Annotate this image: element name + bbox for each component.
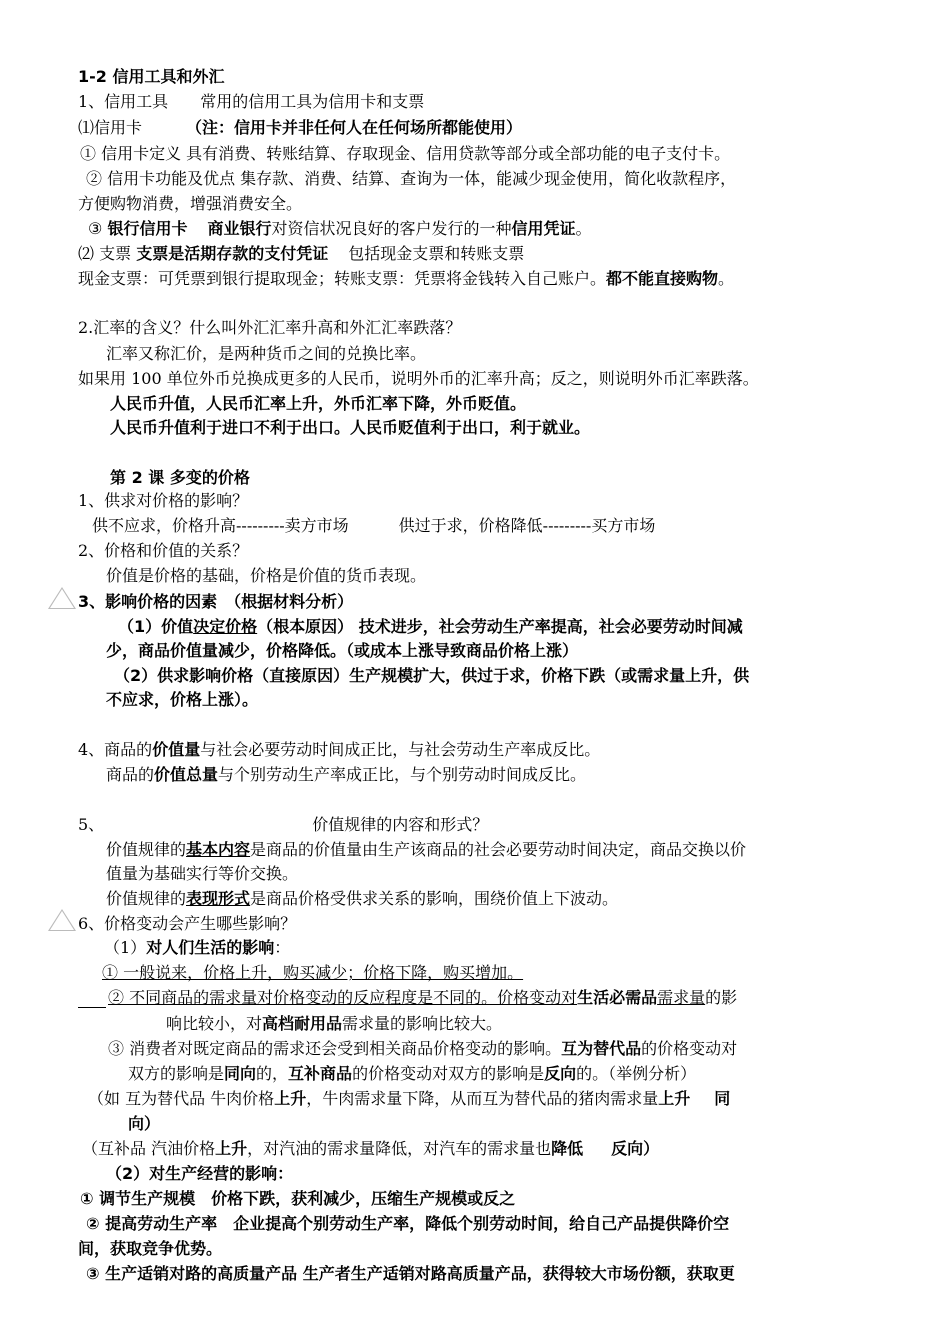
question-price-factors: 3、影响价格的因素 （根据材料分析） (78, 592, 354, 611)
bank-credit-card: ③ 银行信用卡 商业银行对资信状况良好的客户发行的一种信用凭证。 (88, 219, 592, 238)
example-substitutes-cont: 向） (128, 1114, 161, 1133)
commodity-total-value: 商品的价值总量与个别劳动生产率成正比，与个别劳动时间成反比。 (106, 765, 587, 784)
effect-life-3-cont: 双方的影响是同向的，互补商品的价格变动对双方的影响是反向的。（举例分析） (128, 1064, 697, 1083)
effect-life-2: ② 不同商品的需求量对价格变动的反应程度是不同的。价格变动对生活必需品需求量的影 (108, 988, 738, 1007)
value-law-content-cont: 值量为基础实行等价交换。 (106, 864, 299, 883)
section-heading-credit-forex: 1-2 信用工具和外汇 (78, 67, 225, 86)
example-complements: （互补品 汽油价格上升，对汽油的需求量降低，对汽车的需求量也降低 反向） (82, 1139, 660, 1158)
question-price-change-effects: 6、价格变动会产生哪些影响？ (78, 914, 297, 933)
value-law-form: 价值规律的表现形式是商品价格受供求关系的影响，围绕价值上下波动。 (106, 889, 619, 908)
production-1: ① 调节生产规模 价格下跌，获利减少，压缩生产规模或反之 (80, 1189, 516, 1208)
rmb-appreciation: 人民币升值，人民币汇率上升，外币汇率下降，外币贬值。 (110, 394, 527, 413)
commodity-value: 4、商品的价值量与社会必要劳动时间成正比，与社会劳动生产率成反比。 (78, 740, 601, 759)
credit-card-function-cont: 方便购物消费，增强消费安全。 (78, 194, 303, 213)
example-substitutes: （如 互为替代品 牛肉价格上升，牛肉需求量下降，从而互为替代品的猪肉需求量上升 同 (88, 1089, 731, 1108)
factor-value: （1）价值决定价格（根本原因） 技术进步，社会劳动生产率提高，社会必要劳动时间减 (118, 617, 743, 636)
factor-supply-demand: （2）供求影响价格（直接原因）生产规模扩大，供过于求，价格下跌（或需求量上升，供 (114, 666, 750, 685)
production-3: ③ 生产适销对路的高质量产品 生产者生产适销对路高质量产品，获得较大市场份额，获取更 (86, 1264, 735, 1283)
triangle-marker-icon (48, 587, 76, 609)
lesson-2-heading: 第 2 课 多变的价格 (110, 468, 250, 487)
question-value-law: 5、 价值规律的内容和形式？ (78, 815, 489, 834)
question-exchange-rate: 2.汇率的含义？什么叫外汇汇率升高和外汇汇率跌落？ (78, 318, 462, 337)
effect-life-1: ① 一般说来，价格上升，购买减少；价格下降，购买增加。 (102, 963, 524, 982)
production-2: ② 提高劳动生产率 企业提高个别劳动生产率，降低个别劳动时间，给自己产品提供降价空 (86, 1214, 730, 1233)
rmb-trade-effect: 人民币升值利于进口不利于出口。人民币贬值利于出口，利于就业。 (110, 418, 591, 437)
item-credit-card: ⑴信用卡 （注：信用卡并非任何人在任何场所都能使用） (78, 118, 523, 137)
exchange-rate-definition: 汇率又称汇价，是两种货币之间的兑换比率。 (106, 344, 427, 363)
effect-life-3: ③ 消费者对既定商品的需求还会受到相关商品价格变动的影响。互为替代品的价格变动对 (108, 1039, 738, 1058)
supply-demand-answer: 供不应求，价格升高---------卖方市场 供过于求，价格降低---------买方市场 (92, 516, 656, 535)
factor-supply-demand-cont: 不应求，价格上涨）。 (106, 690, 259, 709)
effect-on-production: （2）对生产经营的影响： (106, 1164, 294, 1183)
effect-life-2-cont: 响比较小，对高档耐用品需求量的影响比较大。 (166, 1014, 503, 1033)
exchange-rate-explanation: 如果用 100 单位外币兑换成更多的人民币，说明外币的汇率升高；反之，则说明外币汇率跌落。 (78, 369, 759, 388)
credit-card-definition: ① 信用卡定义 具有消费、转账结算、存取现金、信用贷款等部分或全部功能的电子支付卡。 (80, 144, 731, 163)
factor-value-cont: 少，商品价值量减少，价格降低。（或成本上涨导致商品价格上涨） (106, 641, 579, 660)
effect-on-life: （1）对人们生活的影响： (104, 938, 291, 957)
value-law-content: 价值规律的基本内容是商品的价值量由生产该商品的社会必要劳动时间决定，商品交换以价 (106, 840, 747, 859)
item-credit-tools: 1、信用工具 常用的信用工具为信用卡和支票 (78, 92, 425, 111)
underline-rule (78, 1007, 106, 1008)
item-cheque: ⑵ 支票 支票是活期存款的支付凭证 包括现金支票和转账支票 (78, 244, 525, 263)
cheque-types: 现金支票：可凭票到银行提取现金；转账支票：凭票将金钱转入自己账户。都不能直接购物。 (78, 269, 735, 288)
question-supply-demand: 1、供求对价格的影响？ (78, 491, 249, 510)
production-2-cont: 间，获取竞争优势。 (78, 1239, 223, 1258)
credit-card-function: ② 信用卡功能及优点 集存款、消费、结算、查询为一体，能减少现金使用，简化收款程序， (86, 169, 737, 188)
price-value-answer: 价值是价格的基础，价格是价值的货币表现。 (106, 566, 427, 585)
question-price-value: 2、价格和价值的关系？ (78, 541, 249, 560)
triangle-marker-icon (48, 909, 76, 931)
